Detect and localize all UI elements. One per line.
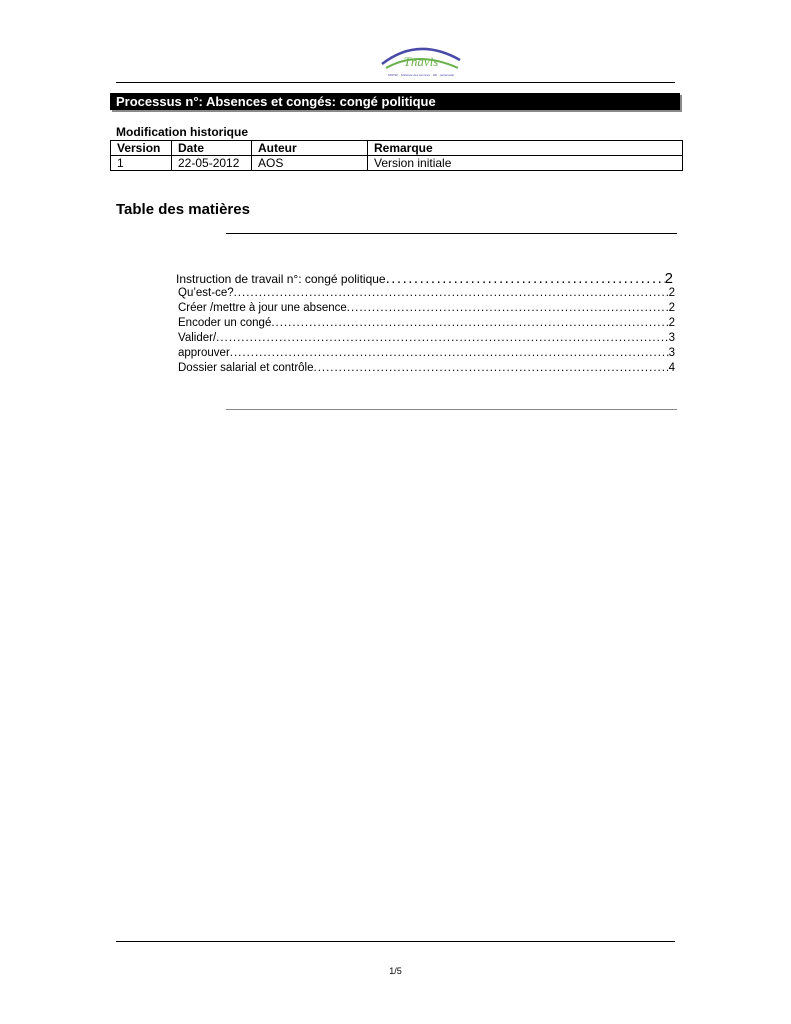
toc-entry[interactable] xyxy=(178,317,675,329)
process-title-bar xyxy=(110,93,680,110)
toc-entry-label: approuver xyxy=(178,347,230,359)
toc-entry[interactable] xyxy=(178,287,675,299)
toc-entry-label: Valider/ xyxy=(178,332,217,344)
toc-entry-label: Dossier salarial et contrôle xyxy=(178,362,314,374)
col-date: Date xyxy=(172,141,252,156)
toc-leader xyxy=(234,287,669,299)
col-author: Auteur xyxy=(252,141,368,156)
toc-leader xyxy=(314,362,669,374)
toc-entry[interactable] xyxy=(178,332,675,344)
toc-bottom-rule xyxy=(226,409,677,410)
process-title: Processus n°: Absences et congés: congé politique xyxy=(116,94,436,109)
toc-title: Table des matières xyxy=(116,201,250,218)
toc-entry-page: 4 xyxy=(668,362,675,374)
footer-rule xyxy=(116,941,675,942)
toc-leader xyxy=(216,332,668,344)
toc-entry-label: Encoder un congé xyxy=(178,317,272,329)
toc-leader xyxy=(386,270,665,287)
logo-graphic xyxy=(378,42,464,80)
toc-entry-page: 2 xyxy=(668,302,675,314)
toc-entry-page: 3 xyxy=(668,332,675,344)
toc-entry-page: 3 xyxy=(668,347,675,359)
table-row xyxy=(111,156,683,171)
cell-date: 22-05-2012 xyxy=(172,156,252,171)
cell-author: AOS xyxy=(252,156,368,171)
toc-entry[interactable] xyxy=(176,270,673,287)
page-number: 1/5 xyxy=(389,966,402,976)
toc-leader xyxy=(230,347,669,359)
toc-top-rule xyxy=(226,233,677,234)
toc-entry-page: 2 xyxy=(664,270,673,287)
toc-entry[interactable] xyxy=(178,302,675,314)
toc-entry-label: Créer /mettre à jour une absence xyxy=(178,302,347,314)
col-remark: Remarque xyxy=(368,141,683,156)
toc-entry-label: Instruction de travail n°: congé politique xyxy=(176,272,386,286)
toc-entry-page: 2 xyxy=(668,287,675,299)
history-header-row xyxy=(111,141,683,156)
toc-entry[interactable] xyxy=(178,362,675,374)
toc-entry-page: 2 xyxy=(668,317,675,329)
col-version: Version xyxy=(111,141,172,156)
toc-leader xyxy=(347,302,669,314)
toc-leader xyxy=(271,317,668,329)
history-heading: Modification historique xyxy=(116,125,248,139)
cell-version: 1 xyxy=(111,156,172,171)
company-logo xyxy=(378,42,464,80)
logo-tagline: SDPSP · Software des services · HR · partenariat xyxy=(387,73,455,77)
logo-text: Tnavis xyxy=(403,54,439,69)
header-rule xyxy=(116,82,675,83)
history-table xyxy=(110,140,683,171)
cell-remark: Version initiale xyxy=(368,156,683,171)
toc-entry[interactable] xyxy=(178,347,675,359)
toc-entry-label: Qu’est-ce? xyxy=(178,287,234,299)
